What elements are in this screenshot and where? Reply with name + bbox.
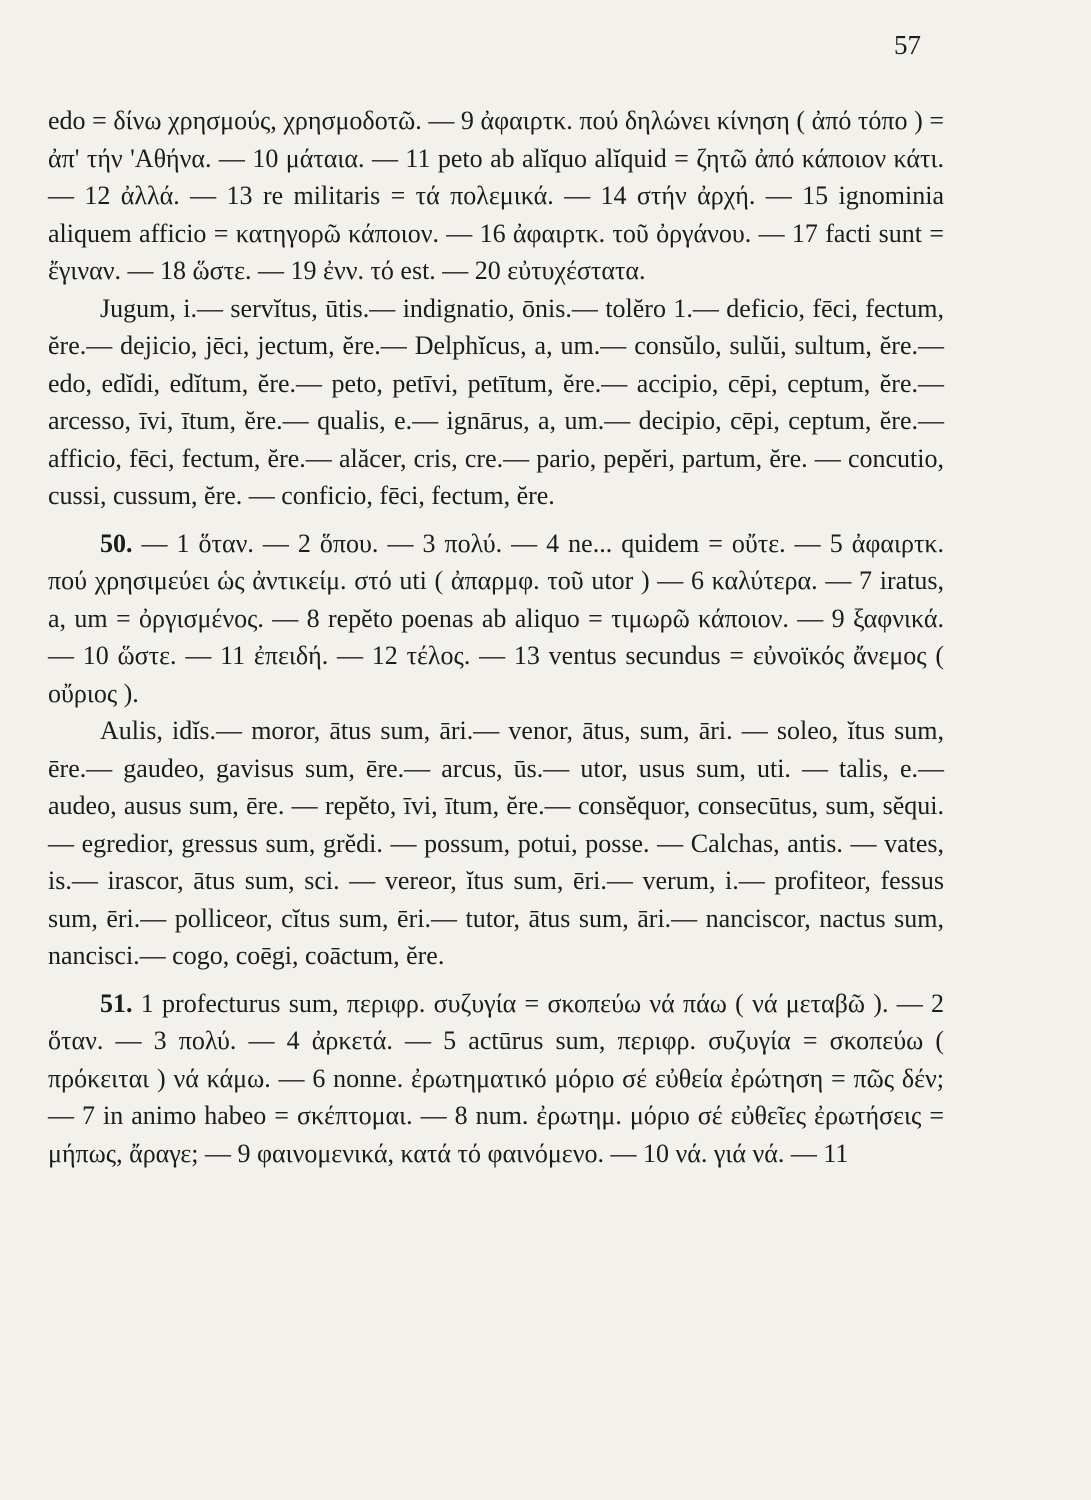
paragraph-text: edo = δίνω χρησμούς, χρησμοδοτῶ. — 9 ἀφαιρτκ. πού δηλώνει κίνηση ( ἀπό τόπο ) = ἀπ' τήν 'Αθήνα. — 10 μάταια. — 11 peto ab alĭquo alĭquid = ζητῶ ἀπό κάποιον κάτι. — 12 ἀλλά. — 13 re militaris = τά πολεμικά. — 14 στήν ἀρχή. — 15 ignominia aliquem afficio = κατηγορῶ κάποιον. — 16 ἀφαιρτκ. τοῦ ὀργάνου. — 17 facti sunt = ἔγιναν. — 18 ὥστε. — 19 ἐνν. τό est. — 20 εὐτυχέστατα. <box>48 106 944 285</box>
body-text <box>48 102 944 1172</box>
paragraph-notes-51 <box>48 985 944 1173</box>
section-number: 51. <box>100 988 133 1018</box>
section-number: 50. <box>100 528 133 558</box>
paragraph-text: Jugum, i.— servĭtus, ūtis.— indignatio, ōnis.— tolĕro 1.— deficio, fēci, fectum, ĕre.— dejicio, jēci, jectum, ĕre.— Delphĭcus, a, um.— consŭlo, sulŭi, sultum, ĕre.— edo, edĭdi, edĭtum, ĕre.— peto, petīvi, petītum, ĕre.— accipio, cēpi, ceptum, ĕre.— arcesso, īvi, ītum, ĕre.— qualis, e.— ignārus, a, um.— decipio, cēpi, ceptum, ĕre.— afficio, fēci, fectum, ĕre.— alăcer, cris, cre.— pario, pepĕri, partum, ĕre. — concutio, cussi, cussum, ĕre. — conficio, fēci, fectum, ĕre. <box>48 293 944 510</box>
page-number: 57 <box>894 30 921 60</box>
paragraph-vocabulary-49 <box>48 290 944 515</box>
paragraph-notes-49 <box>48 102 944 290</box>
paragraph-vocabulary-50 <box>48 712 944 975</box>
paragraph-text: — 1 ὅταν. — 2 ὅπου. — 3 πολύ. — 4 ne... quidem = οὔτε. — 5 ἀφαιρτκ. πού χρησιμεύει ὡς ἀντικείμ. στό uti ( ἀπαρμφ. τοῦ utor ) — 6 καλύτερα. — 7 iratus, a, um = ὀργισμένος. — 8 repĕto poenas ab aliquo = τιμωρῶ κάποιον. — 9 ξαφνικά. — 10 ὥστε. — 11 ἐπειδή. — 12 τέλος. — 13 ventus secundus = εὐνοϊκός ἄνεμος ( οὔριος ). <box>48 528 944 708</box>
paragraph-text: 1 profecturus sum, περιφρ. συζυγία = σκοπεύω νά πάω ( νά μεταβῶ ). — 2 ὅταν. — 3 πολύ. — 4 ἀρκετά. — 5 actūrus sum, περιφρ. συζυγία = σκοπεύω ( πρόκειται ) νά κάμω. — 6 nonne. ἐρωτηματικό μόριο σέ εὐθεία ἐρώτηση = πῶς δέν; — 7 in animo habeo = σκέπτομαι. — 8 num. ἐρωτημ. μόριο σέ εὐθεῖες ἐρωτήσεις = μήπως, ἄραγε; — 9 φαινομενικά, κατά τό φαινόμενο. — 10 νά. γιά νά. — 11 <box>48 988 944 1168</box>
paragraph-notes-50 <box>48 525 944 713</box>
paragraph-text: Aulis, idĭs.— moror, ātus sum, āri.— venor, ātus, sum, āri. — soleo, ĭtus sum, ēre.— gaudeo, gavisus sum, ēre.— arcus, ūs.— utor, usus sum, uti. — talis, e.— audeo, ausus sum, ēre. — repĕto, īvi, ītum, ĕre.— consĕquor, consecūtus, sum, sĕqui.— egredior, gressus sum, grĕdi. — possum, potui, posse. — Calchas, antis. — vates, is.— irascor, ātus sum, sci. — vereor, ĭtus sum, ēri.— verum, i.— profiteor, fessus sum, ēri.— polliceor, cĭtus sum, ēri.— tutor, ātus sum, āri.— nanciscor, nactus sum, nancisci.— cogo, coēgi, coāctum, ĕre. <box>48 716 944 970</box>
